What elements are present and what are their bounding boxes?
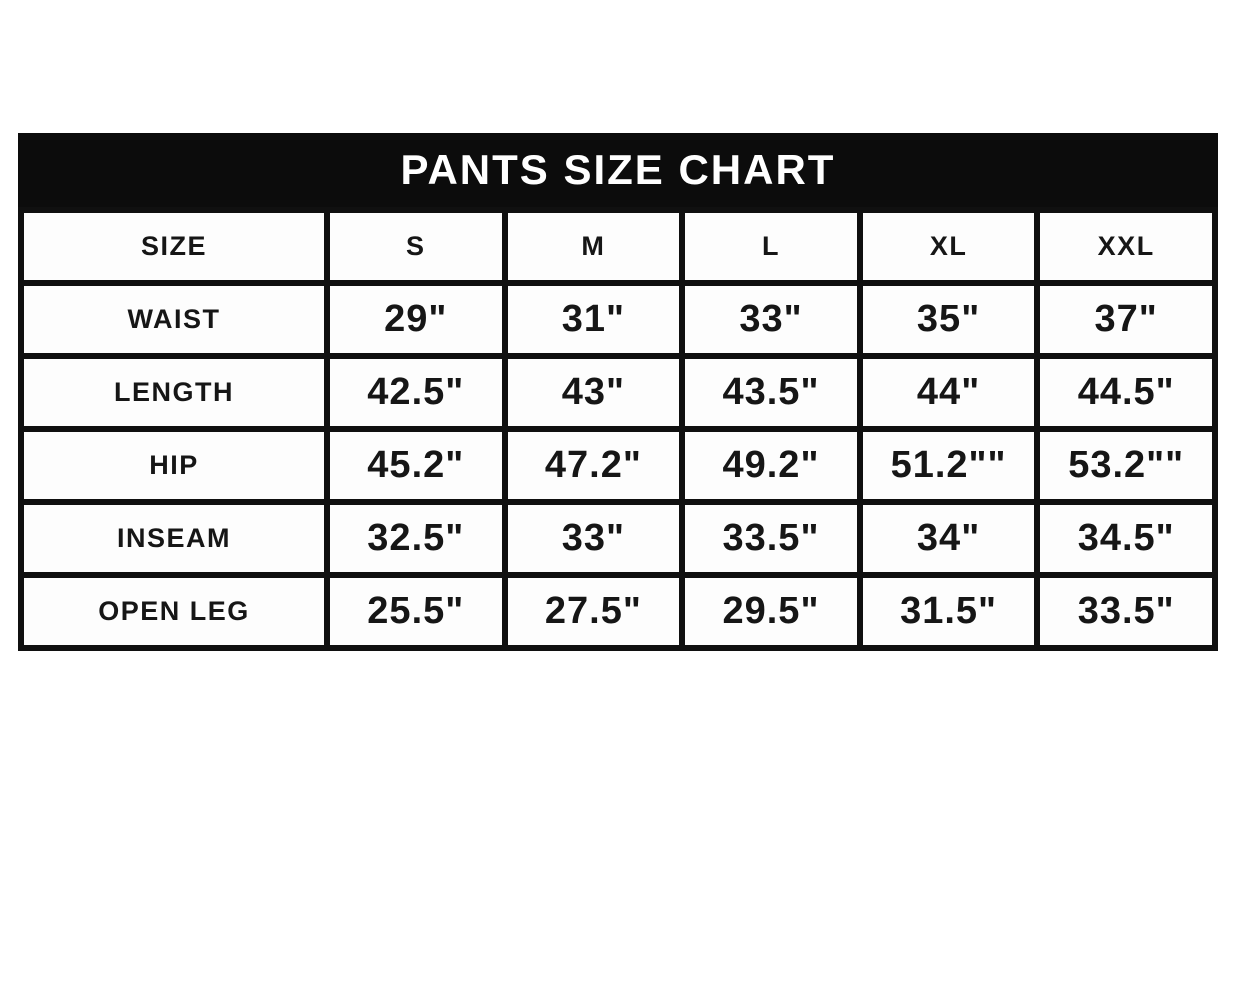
chart-title: PANTS SIZE CHART — [18, 133, 1218, 207]
column-header: XXL — [1037, 210, 1215, 283]
row-label: OPEN LEG — [21, 575, 327, 648]
size-value-cell: 42.5" — [327, 356, 505, 429]
row-label: LENGTH — [21, 356, 327, 429]
column-header: L — [682, 210, 860, 283]
size-value-cell: 51.2"" — [860, 429, 1038, 502]
column-header: M — [505, 210, 683, 283]
size-value-cell: 29.5" — [682, 575, 860, 648]
row-label: WAIST — [21, 283, 327, 356]
table-row — [21, 283, 1215, 356]
size-value-cell: 43.5" — [682, 356, 860, 429]
column-header: S — [327, 210, 505, 283]
size-value-cell: 32.5" — [327, 502, 505, 575]
size-value-cell: 44" — [860, 356, 1038, 429]
size-value-cell: 31" — [505, 283, 683, 356]
size-value-cell: 45.2" — [327, 429, 505, 502]
pants-size-chart — [18, 133, 1218, 651]
row-label: INSEAM — [21, 502, 327, 575]
size-value-cell: 34" — [860, 502, 1038, 575]
size-value-cell: 33.5" — [682, 502, 860, 575]
column-header: SIZE — [21, 210, 327, 283]
size-value-cell: 33.5" — [1037, 575, 1215, 648]
table-row — [21, 356, 1215, 429]
size-value-cell: 34.5" — [1037, 502, 1215, 575]
size-value-cell: 27.5" — [505, 575, 683, 648]
size-value-cell: 31.5" — [860, 575, 1038, 648]
header-row — [21, 210, 1215, 283]
table-row — [21, 502, 1215, 575]
size-value-cell: 47.2" — [505, 429, 683, 502]
table-row — [21, 429, 1215, 502]
size-value-cell: 25.5" — [327, 575, 505, 648]
row-label: HIP — [21, 429, 327, 502]
size-value-cell: 37" — [1037, 283, 1215, 356]
size-value-cell: 49.2" — [682, 429, 860, 502]
size-value-cell: 33" — [682, 283, 860, 356]
size-value-cell: 29" — [327, 283, 505, 356]
size-value-cell: 35" — [860, 283, 1038, 356]
table-body — [21, 283, 1215, 648]
size-value-cell: 33" — [505, 502, 683, 575]
table-row — [21, 575, 1215, 648]
size-value-cell: 53.2"" — [1037, 429, 1215, 502]
size-table — [18, 207, 1218, 651]
size-value-cell: 44.5" — [1037, 356, 1215, 429]
size-value-cell: 43" — [505, 356, 683, 429]
column-header: XL — [860, 210, 1038, 283]
